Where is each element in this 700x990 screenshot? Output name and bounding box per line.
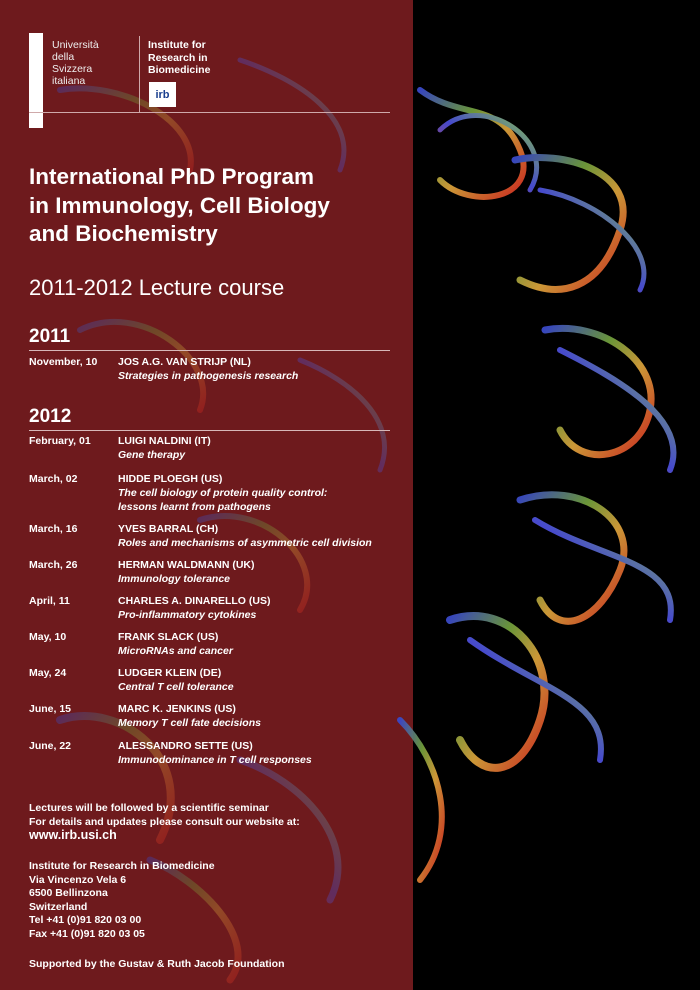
header-divider	[139, 36, 140, 112]
year-heading: 2012	[29, 406, 72, 427]
lecture-date: March, 26	[29, 559, 78, 571]
lecture-course-subtitle: 2011-2012 Lecture course	[29, 275, 285, 300]
header-rule	[29, 112, 390, 113]
lecture-title: MicroRNAs and cancer	[118, 645, 233, 657]
lecture-title: Gene therapy	[118, 449, 186, 461]
university-name: Università della Svizzera italiana	[52, 39, 99, 87]
seminar-notice: Lectures will be followed by a scientific seminar For details and updates please consult our website at: www.irb.usi.ch	[29, 802, 399, 843]
lecture-title: Immunodominance in T cell responses	[118, 754, 312, 766]
year-rule	[29, 430, 390, 431]
lecture-date: May, 24	[29, 667, 67, 679]
program-title: International PhD Program in Immunology, Cell Biology and Biochemistry	[29, 164, 330, 246]
institute-address: Institute for Research in Biomedicine Via Vincenzo Vela 6 6500 Bellinzona Switzerland Tel +41 (0)91 820 03 00 Fax +41 (0)91 820 03 05	[29, 860, 215, 940]
lecture-title: The cell biology of protein quality control: lessons learnt from pathogens	[118, 487, 328, 513]
usi-logo-bar	[29, 33, 43, 128]
lecture-speaker: LUDGER KLEIN (DE)	[118, 667, 222, 679]
lecture-speaker: YVES BARRAL (CH)	[118, 523, 219, 535]
lecture-title: Memory T cell fate decisions	[118, 717, 261, 729]
irb-logo: irb	[149, 82, 176, 107]
lecture-speaker: LUIGI NALDINI (IT)	[118, 435, 211, 447]
lecture-title: Immunology tolerance	[118, 573, 231, 585]
lecture-title: Pro-inflammatory cytokines	[118, 609, 257, 621]
lecture-speaker: MARC K. JENKINS (US)	[118, 703, 236, 715]
lecture-date: February, 01	[29, 435, 91, 447]
lecture-date: June, 15	[29, 703, 72, 715]
website-link[interactable]: www.irb.usi.ch	[29, 828, 117, 842]
lecture-date: May, 10	[29, 631, 67, 643]
lecture-speaker: FRANK SLACK (US)	[118, 631, 219, 643]
lecture-speaker: HERMAN WALDMANN (UK)	[118, 559, 255, 571]
lecture-speaker: ALESSANDRO SETTE (US)	[118, 740, 253, 752]
lecture-date: June, 22	[29, 740, 72, 752]
lecture-date: November, 10	[29, 356, 98, 368]
lecture-speaker: HIDDE PLOEGH (US)	[118, 473, 223, 485]
lecture-speaker: CHARLES A. DINARELLO (US)	[118, 595, 271, 607]
lecture-speaker: JOS A.G. VAN STRIJP (NL)	[118, 356, 251, 368]
lecture-title: Central T cell tolerance	[118, 681, 234, 693]
lecture-date: April, 11	[29, 595, 70, 607]
institute-name: Institute for Research in Biomedicine	[148, 39, 211, 76]
lecture-date: March, 02	[29, 473, 78, 485]
lecture-title: Roles and mechanisms of asymmetric cell division	[118, 537, 372, 549]
year-heading: 2011	[29, 326, 71, 347]
lecture-date: March, 16	[29, 523, 78, 535]
sponsor-note: Supported by the Gustav & Ruth Jacob Foundation	[29, 958, 285, 970]
year-rule	[29, 350, 390, 351]
lecture-title: Strategies in pathogenesis research	[118, 370, 299, 382]
